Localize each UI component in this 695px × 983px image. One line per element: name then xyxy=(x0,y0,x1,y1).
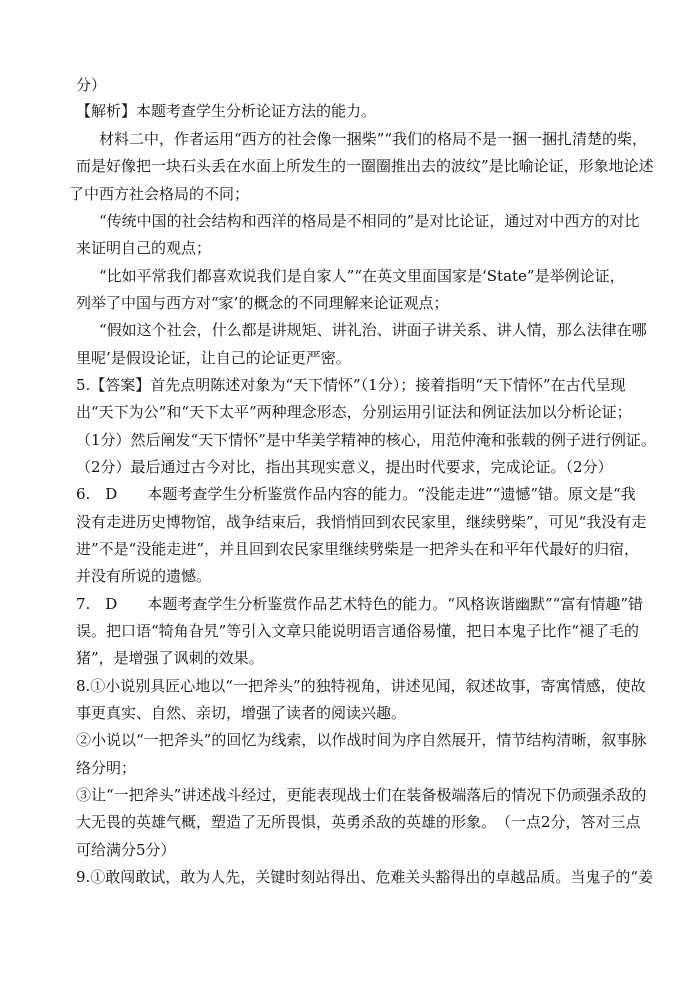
text-line: 可给满分5分） xyxy=(76,841,176,859)
text-line: 进”不是“没能走进”，并且回到农民家里继续劈柴是一把斧头在和平年代最好的归宿， xyxy=(76,540,640,558)
text-line: “传统中国的社会结构和西洋的格局是不相同的”是对比论证，通过对中西方的对比 xyxy=(99,212,640,230)
text-line: 材料二中，作者运用“西方的社会像一捆柴”“我们的格局不是一捆一捆扎清楚的柴， xyxy=(99,130,648,148)
text-line: 并没有所说的遗憾。 xyxy=(76,567,212,585)
text-line: “假如这个社会，什么都是讲规矩、讲礼治、讲面子讲关系、讲人情，那么法律在哪 xyxy=(99,321,647,339)
text-line: 了中西方社会格局的不同； xyxy=(69,185,250,203)
text-line: “比如平常我们都喜欢说我们是自家人”“在英文里面国家是‘State”是举例论证， xyxy=(99,267,625,285)
text-line: 误。把口语“犄角旮旯”等引入文章只能说明语言通俗易懂，把日本鬼子比作“褪了毛的 xyxy=(76,622,640,640)
text-line: 络分明； xyxy=(76,759,137,777)
answer-9: 9.①敢闯敢试，敢为人先，关键时刻站得出、危难关头豁得出的卓越品质。当鬼子的“姜 xyxy=(76,868,653,886)
text-line: 里呢’是假设论证，让自己的论证更严密。 xyxy=(76,349,351,367)
text-line: 分） xyxy=(76,76,107,94)
answer-6: 6. D 本题考查学生分析鉴赏作品内容的能力。“没能走进”“遗憾”错。原文是“我 xyxy=(76,485,636,503)
answer-5: 5.【答案】首先点明陈述对象为“天下情怀”（1分）；接着指明“天下情怀”在古代呈现 xyxy=(76,376,626,394)
text-line: 事更真实、自然、亲切，增强了读者的阅读兴趣。 xyxy=(76,704,407,722)
text-line: （1分）然后阐发“天下情怀”是中华美学精神的核心，用范仲淹和张载的例子进行例证。 xyxy=(76,431,656,449)
text-line: （2分）最后通过古今对比，指出其现实意义，提出时代要求，完成论证。（2分） xyxy=(76,458,613,476)
text-line: ②小说以“一把斧头”的回忆为线索，以作战时间为序自然展开，情节结构清晰，叙事脉 xyxy=(76,731,647,749)
text-line: 而是好像把一块石头丢在水面上所发生的一圈圈推出去的波纹”是比喻论证，形象地论述 xyxy=(76,157,654,175)
answer-7: 7. D 本题考查学生分析鉴赏作品艺术特色的能力。“风格诙谐幽默”“富有情趣”错 xyxy=(76,595,644,613)
text-line: 出“天下为公”和“天下太平”两种理念形态，分别运用引证法和例证法加以分析论证； xyxy=(76,403,632,421)
text-line: ③让“一把斧头”讲述战斗经过，更能表现战士们在装备极端落后的情况下仍顽强杀敌的 xyxy=(76,786,647,804)
text-line: 大无畏的英雄气概，塑造了无所畏惧，英勇杀敌的英雄的形象。 （一点2分，答对三点 xyxy=(76,813,641,831)
analysis-heading: 【解析】本题考查学生分析论证方法的能力。 xyxy=(76,102,377,120)
text-line: 来证明自己的观点； xyxy=(76,239,212,257)
text-line: 没有走进历史博物馆，战争结束后，我悄悄回到农民家里，继续劈柴”，可见“我没有走 xyxy=(76,513,647,531)
text-line: 猪”，是增强了讽刺的效果。 xyxy=(76,649,264,667)
text-line: 列举了中国与西方对“家’的概念的不同理解来论证观点； xyxy=(76,294,449,312)
answer-8: 8.①小说别具匠心地以“一把斧头”的独特视角，讲述见闻，叙述故事，寄寓情感，使故 xyxy=(76,677,646,695)
